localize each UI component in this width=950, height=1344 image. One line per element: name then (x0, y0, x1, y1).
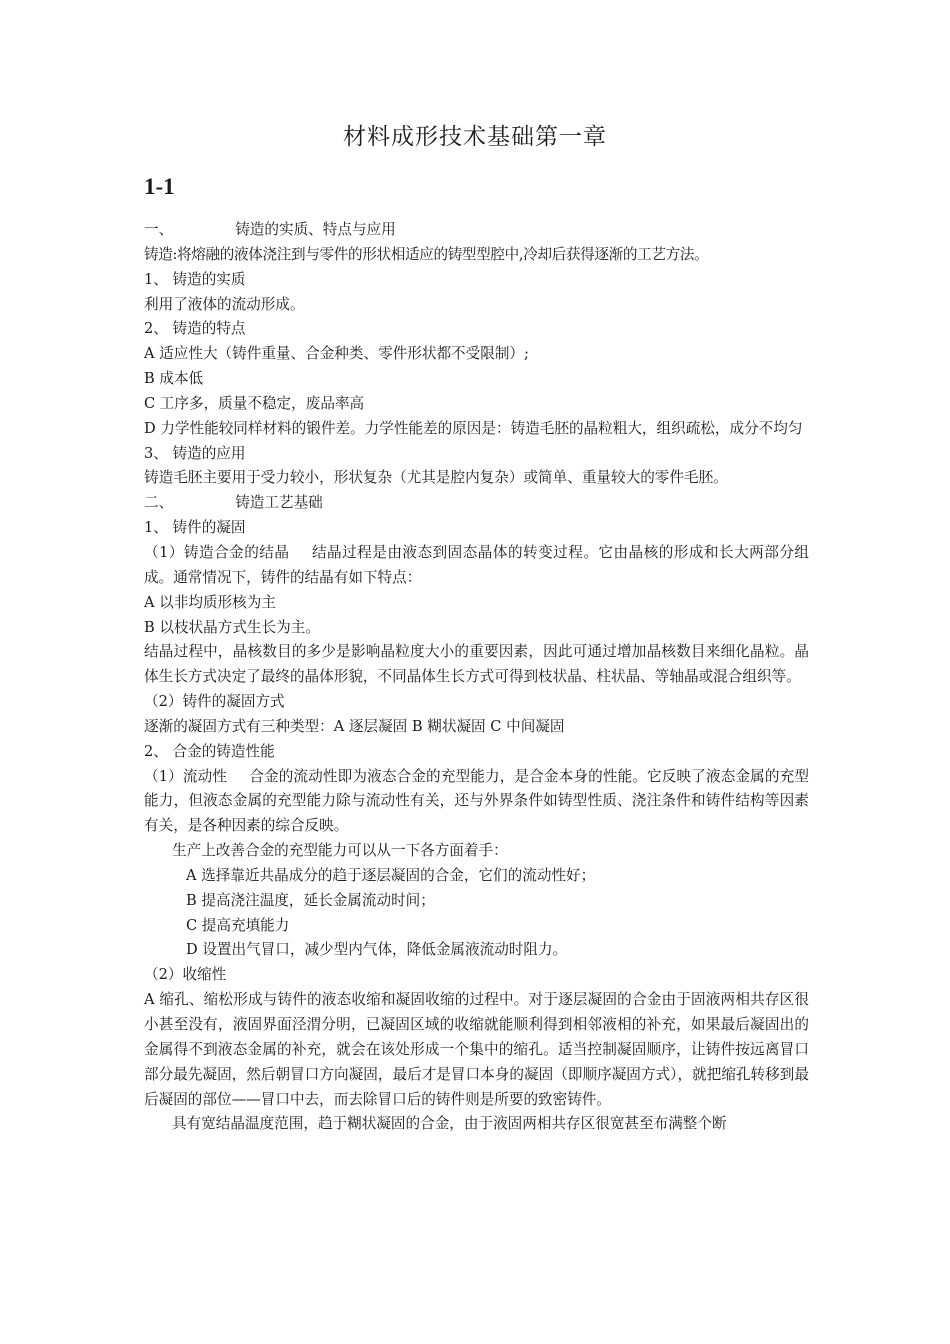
paragraph-text: 合金的流动性即为液态合金的充型能力，是合金本身的性能。它反映了液态金属的充型能力，但液态金属的充型能力除与流动性有关，还与外界条件如铸型性质、浇注条件和铸件结构等因素有关，是各种因素的综合反映。 (144, 767, 809, 835)
list-item: B 提高浇注温度，延长金属流动时间； (186, 891, 435, 909)
list-item: D 力学性能较同样材料的锻件差。力学性能差的原因是：铸造毛胚的晶粒粗大，组织疏松，成分不均匀 (144, 419, 803, 437)
paragraph-label: （1）流动性 (144, 767, 228, 785)
list-item: B 以枝状晶方式生长为主。 (144, 618, 320, 636)
list-item: A 选择靠近共晶成分的趋于逐层凝固的合金，它们的流动性好； (186, 866, 596, 884)
heading-one-number: 一、 (144, 221, 174, 238)
list-item: D 设置出气冒口，减少型内气体，降低金属液流动时阻力。 (186, 941, 568, 959)
section-heading: 1-1 (144, 174, 175, 199)
paragraph-text: 结晶过程是由液态到固态晶体的转变过程。它由晶核的形成和长大两部分组成。通常情况下，铸件的结晶有如下特点： (144, 543, 809, 586)
document-body (144, 218, 809, 1137)
paragraph: 具有宽结晶温度范围，趋于糊状凝固的合金，由于液固两相共存区很宽甚至布满整个断 (172, 1115, 727, 1133)
page-title: 材料成形技术基础第一章 (343, 124, 607, 150)
heading-one-text: 铸造的实质、特点与应用 (235, 221, 396, 238)
paragraph: 逐渐的凝固方式有三种类型：A 逐层凝固 B 糊状凝固 C 中间凝固 (144, 717, 565, 735)
subheading-shrinkage: （2）收缩性 (144, 966, 227, 984)
list-item: C 提高充填能力 (186, 916, 290, 934)
paragraph: 生产上改善合金的充型能力可以从一下各方面着手： (172, 842, 508, 860)
subheading-application: 3、 铸造的应用 (144, 444, 246, 462)
paragraph: 铸造毛胚主要用于受力较小，形状复杂（尤其是腔内复杂）或简单、重量较大的零件毛胚。 (144, 469, 728, 487)
paragraph: 利用了液体的流动形成。 (144, 295, 305, 313)
heading-two-number: 二、 (144, 494, 174, 512)
paragraph: A 缩孔、缩松形成与铸件的液态收缩和凝固收缩的过程中。对于逐层凝固的合金由于固液两相共存区很小甚至没有，液固界面泾渭分明，已凝固区域的收缩就能顺利得到相邻液相的补充，如果最后凝固出的金属得不到液态金属的补充，就会在该处形成一个集中的缩孔。适当控制凝固顺序，让铸件按远离冒口部分最先凝固，然后朝冒口方向凝固，最后才是冒口本身的凝固（即顺序凝固方式），就把缩孔转移到最后凝固的部位——冒口中去，而去除冒口后的铸件则是所要的致密铸件。 (144, 991, 809, 1108)
subheading-solidification: 1、 铸件的凝固 (144, 519, 246, 537)
paragraph (144, 765, 809, 840)
paragraph: 结晶过程中，晶核数目的多少是影响晶粒度大小的重要因素，因此可通过增加晶核数目来细化晶粒。晶体生长方式决定了最终的晶体形貌，不同晶体生长方式可得到枝状晶、柱状晶、等轴晶或混合组织等。 (144, 643, 809, 686)
heading-one (144, 218, 809, 243)
casting-definition: 铸造:将熔融的液体浇注到与零件的形状相适应的铸型型腔中,冷却后获得逐渐的工艺方法。 (144, 245, 709, 263)
heading-two-text: 铸造工艺基础 (235, 494, 323, 512)
list-item: B 成本低 (144, 370, 204, 388)
list-item: C 工序多，质量不稳定，废品率高 (144, 394, 365, 412)
heading-two (144, 491, 809, 516)
paragraph (144, 541, 809, 591)
list-item: A 以非均质形核为主 (144, 593, 276, 611)
subheading-features: 2、 铸造的特点 (144, 320, 246, 338)
paragraph-label: （1）铸造合金的结晶 (144, 543, 290, 561)
subheading-solidification-mode: （2）铸件的凝固方式 (144, 693, 285, 711)
subheading-essence: 1、 铸造的实质 (144, 270, 246, 288)
list-item: A 适应性大（铸件重量、合金种类、零件形状都不受限制）; (144, 345, 529, 363)
subheading-casting-properties: 2、 合金的铸造性能 (144, 742, 275, 760)
